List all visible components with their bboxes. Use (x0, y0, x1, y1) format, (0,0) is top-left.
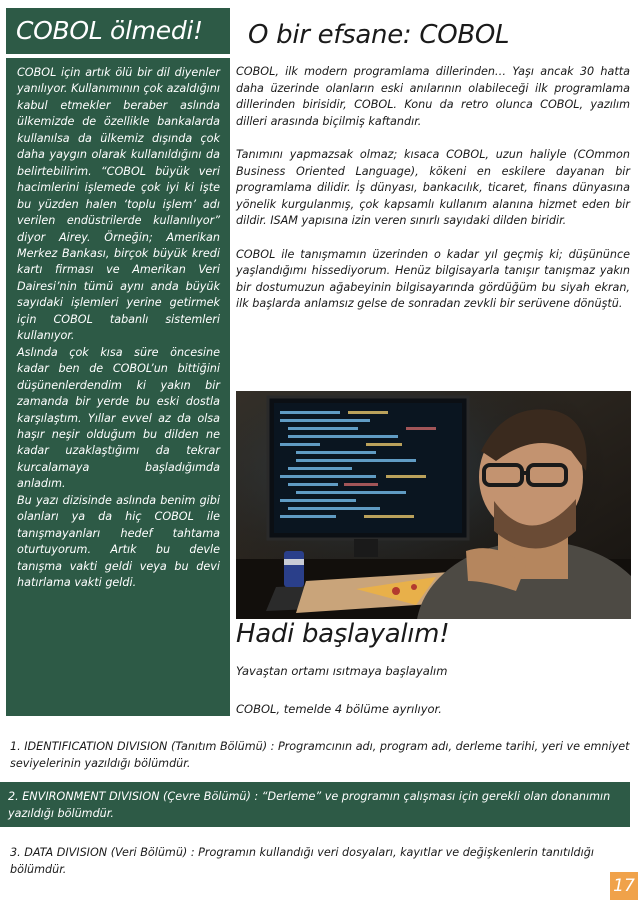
article-paragraph: COBOL, ilk modern programlama dillerinden… Yaşı ancak 30 hatta daha üzerinde olanların eski anılarının olabileceği ilk programlama dillerinden birisidir, COBOL. Konu da retro olunca COBOL, yazılım dilleri arasında biçilmiş kaftandır. (236, 65, 630, 128)
page-number: 17 (610, 872, 638, 900)
sidebar-paragraph: Aslında çok kısa süre öncesine kadar ben de COBOL’un bittiğini düşünenlerdendim ki yakın bir zamanda bir yerde bu eski dostla karşılaştım. Yıllar evvel az da olsa haşır neşir olduğum bu dilden ne kadar uzaklaştığımı da tekrar kurcalamaya başladığımda anladım. (17, 345, 220, 491)
intro-text: Yavaştan ortamı ısıtmaya başlayalım (236, 664, 448, 678)
sidebar-title: COBOL ölmedi! (6, 8, 230, 54)
programmer-illustration (236, 391, 631, 619)
intro-text: COBOL, temelde 4 bölüme ayrılıyor. (236, 702, 442, 716)
main-article (236, 64, 630, 330)
division-item: 3. DATA DIVISION (Veri Bölümü) : Programın kullandığı veri dosyaları, kayıtlar ve değişkenlerin tanıtıldığı bölümdür. (10, 846, 594, 876)
section-title: Hadi başlayalım! (236, 619, 450, 649)
sidebar-box (6, 58, 230, 716)
article-paragraph: Tanımını yapmazsak olmaz; kısaca COBOL, uzun haliyle (COmmon Business Oriented Language), kökeni en eskilere dayanan bir programlama dilidir. İş dünyası, bankacılık, ticaret, finans dünyasına yönelik kurgulanmış, çok kapsamlı kullanım alanına hizmet eden bir dildir. ISAM yapısına izin veren sınırlı sayıdaki dilden biridir. (236, 147, 630, 228)
division-item-highlighted: 2. ENVIRONMENT DIVISION (Çevre Bölümü) : “Derleme” ve programın çalışması için gerekli olan donanımın yazıldığı bölümdür. (0, 782, 630, 827)
sidebar-paragraph: Bu yazı dizisinde aslında benim gibi olanları ya da hiç COBOL ile tanışmayanları hedef tahtama oturtuyorum. Artık bu devle tanışma vakti geldi veya bu devi hatırlama vakti geldi. (17, 493, 220, 590)
main-title: O bir efsane: COBOL (248, 20, 510, 50)
article-paragraph: COBOL ile tanışmamın üzerinden o kadar yıl geçmiş ki; düşününce yaşlandığımı hissediyorum. Henüz bilgisayarla tanışır tanışmaz yakın bir dostumuzun ağabeyinin bilgisayarında gördüğüm bu siyah ekran, ilk başlarda anlamsız gelse de sonradan zevkli bir serüvene dönüştü. (236, 247, 630, 311)
sidebar-paragraph: COBOL için artık ölü bir dil diyenler yanılıyor. Kullanımının çok azaldığını kabul etmekler beraber aslında ülkemizde de özellikle bankalarda kullanılsa da ülkemiz dışında çok daha yaygın olarak kullanıldığını da belirtebilirim. “COBOL büyük veri hacimlerini işlemede çok iyi ki işte bu yüzden halen ‘toplu işlem’ adı verilen endüstrilerde kullanılıyor” diyor Airey. Örneğin; Amerikan Merkez Bankası, birçok büyük kredi kartı firması ve Amerikan Veri Dairesi’nin tümü aynı anda büyük sayıdaki işlemleri yerine getirmek için COBOL tabanlı sistemleri kullanıyor. (17, 66, 220, 343)
programmer-photo (236, 391, 631, 619)
division-item: 1. IDENTIFICATION DIVISION (Tanıtım Bölümü) : Programcının adı, program adı, derleme tarihi, yeri ve emniyet seviyelerinin yazıldığı bölümdür. (10, 740, 630, 770)
